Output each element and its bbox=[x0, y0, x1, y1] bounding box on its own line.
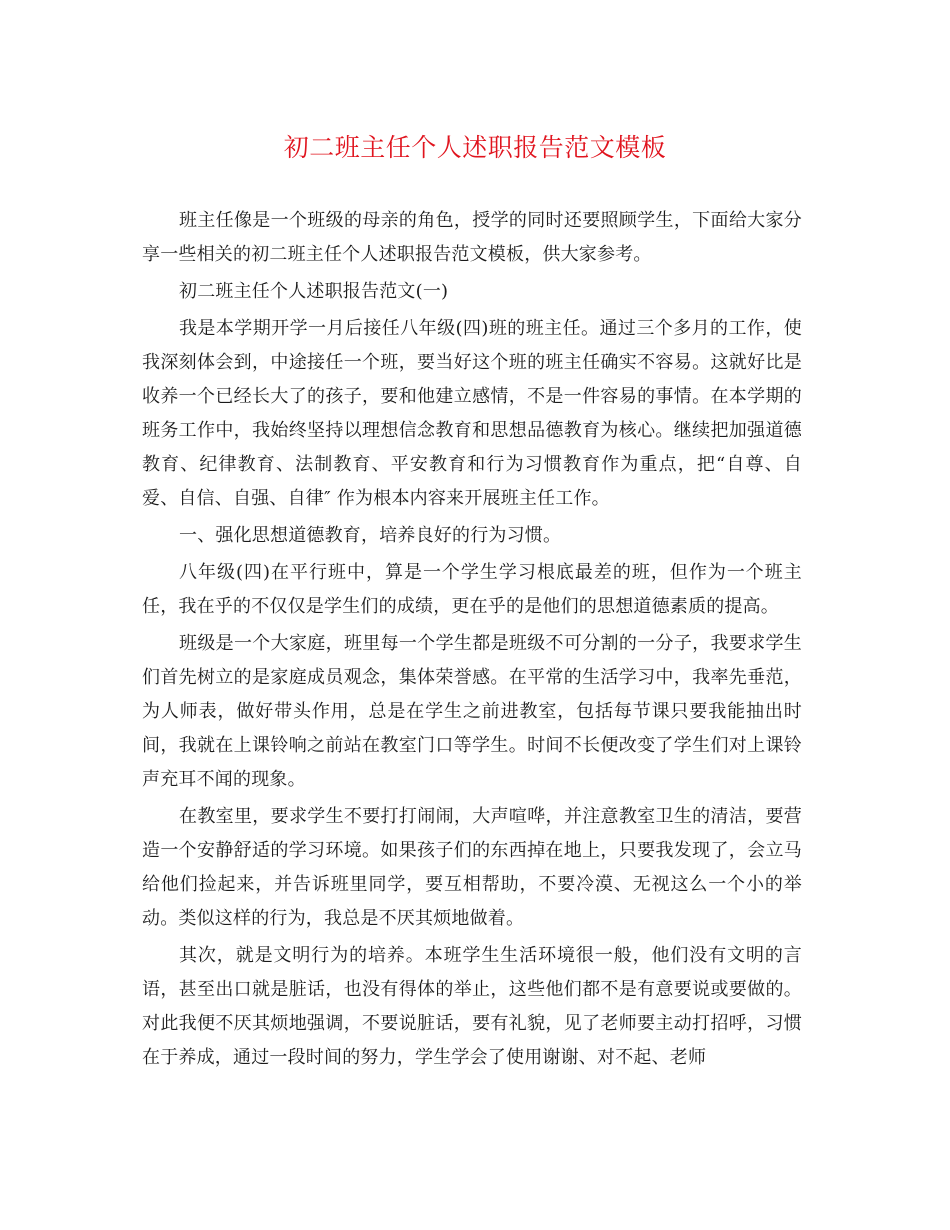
paragraph-class-family: 班级是一个大家庭，班里每一个学生都是班级不可分割的一分子，我要求学生们首先树立的是家庭成员观念，集体荣誉感。在平常的生活学习中，我率先垂范，为人师表，做好带头作用，总是在学生之前进教室，包括每节课只要我能抽出时间，我就在上课铃响之前站在教室门口等学生。时间不长便改变了学生们对上课铃声充耳不闻的现象。 bbox=[142, 633, 802, 790]
document-title: 初二班主任个人述职报告范文模板 bbox=[283, 133, 667, 162]
section-heading-moral-education: 一、强化思想道德教育，培养良好的行为习惯。 bbox=[179, 525, 562, 546]
document-body bbox=[142, 204, 802, 1078]
section-heading-sample-one: 初二班主任个人述职报告范文(一) bbox=[179, 281, 449, 302]
paragraph-classroom-environment: 在教室里，要求学生不要打打闹闹，大声喧哗，并注意教室卫生的清洁，要营造一个安静舒适的学习环境。如果孩子们的东西掉在地上，只要我发现了，会立马给他们捡起来，并告诉班里同学，要互相帮助，不要冷漠、无视这么一个小的举动。类似这样的行为，我总是不厌其烦地做着。 bbox=[142, 806, 802, 929]
paragraph-introduction-self: 我是本学期开学一月后接任八年级(四)班的班主任。通过三个多月的工作，使我深刻体会到，中途接任一个班，要当好这个班的班主任确实不容易。这就好比是收养一个已经长大了的孩子，要和他建立感情，不是一件容易的事情。在本学期的班务工作中，我始终坚持以理想信念教育和思想品德教育为核心。继续把加强道德教育、纪律教育、法制教育、平安教育和行为习惯教育作为重点，把“自尊、自爱、自信、自强、自律″ 作为根本内容来开展班主任工作。 bbox=[142, 318, 802, 509]
paragraph-civil-behavior: 其次，就是文明行为的培养。本班学生生活环境很一般，他们没有文明的言语，甚至出口就是脏话，也没有得体的举止，这些他们都不是有意要说或要做的。对此我便不厌其烦地强调，不要说脏话，要有礼貌，见了老师要主动打招呼，习惯在于养成，通过一段时间的努力，学生学会了使用谢谢、对不起、老师 bbox=[142, 945, 802, 1068]
paragraph-class-status: 八年级(四)在平行班中，算是一个学生学习根底最差的班，但作为一个班主任，我在乎的不仅仅是学生们的成绩，更在乎的是他们的思想道德素质的提高。 bbox=[142, 562, 802, 617]
paragraph-intro: 班主任像是一个班级的母亲的角色，授学的同时还要照顾学生，下面给大家分享一些相关的初二班主任个人述职报告范文模板，供大家参考。 bbox=[142, 210, 802, 265]
